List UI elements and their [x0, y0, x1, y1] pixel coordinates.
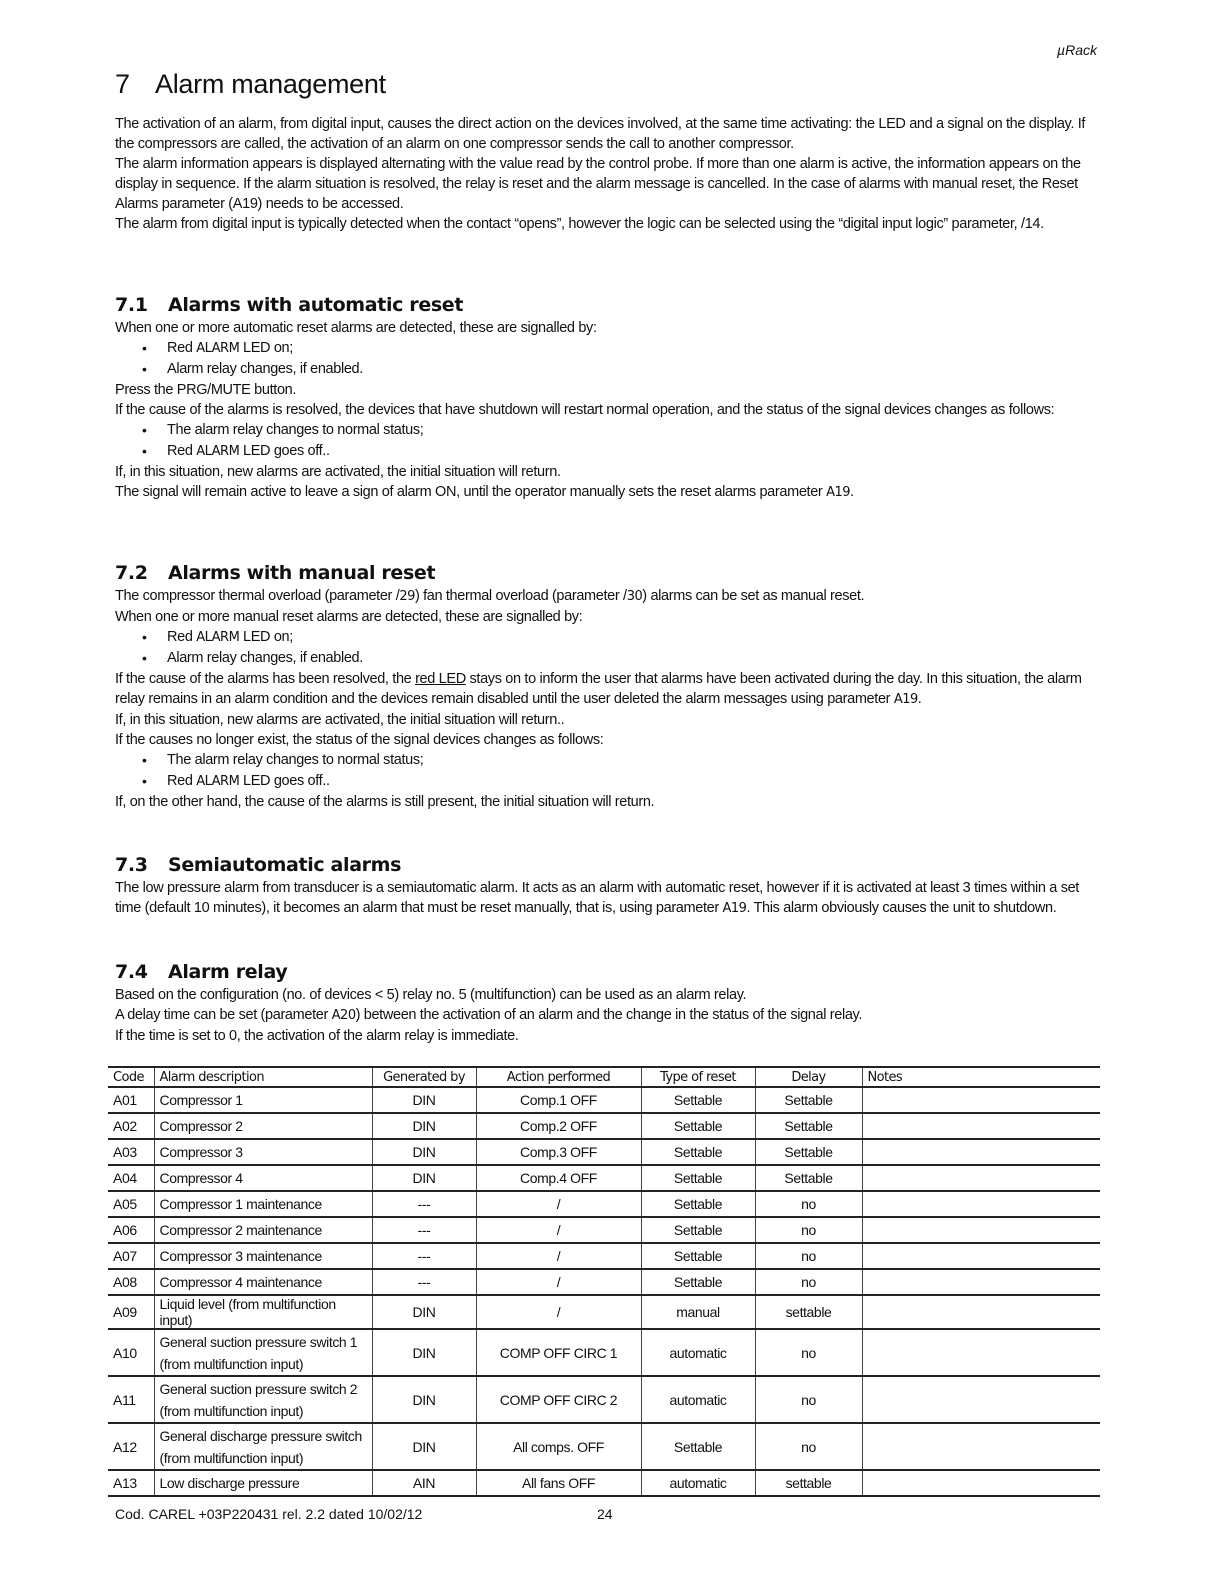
cell-notes: [862, 1329, 1100, 1376]
table-row: [108, 1295, 1100, 1329]
cell-notes: [862, 1243, 1100, 1269]
footer: [115, 1506, 613, 1522]
cell-reset: automatic: [641, 1376, 755, 1423]
cell-description: Compressor 2 maintenance: [154, 1217, 372, 1243]
content: [115, 66, 1100, 1046]
cell-action: /: [476, 1191, 641, 1217]
s71-signal: The signal will remain active to leave a sign of alarm ON, until the operator manually sets the reset alarms parameter A19.: [115, 484, 854, 500]
cell-notes: [862, 1376, 1100, 1423]
cell-reset: Settable: [641, 1165, 755, 1191]
cell-reset: Settable: [641, 1087, 755, 1113]
cell-code: A05: [108, 1191, 154, 1217]
col-header-generated-by: Generated by: [372, 1067, 476, 1087]
header-brand: µRack: [1057, 42, 1097, 58]
cell-code: A01: [108, 1087, 154, 1113]
cell-generated-by: DIN: [372, 1423, 476, 1470]
cell-action: /: [476, 1243, 641, 1269]
table-row: [108, 1113, 1100, 1139]
cell-delay: settable: [755, 1295, 862, 1329]
s71-intro: When one or more automatic reset alarms are detected, these are signalled by:: [115, 320, 597, 336]
s71-bullets-1: [115, 338, 1100, 380]
table-row: [108, 1376, 1100, 1423]
s72-resolved: If the cause of the alarms has been resolved, the red LED stays on to inform the user that alarms have been activated during the day. In this situation, the alarm relay remains in an alarm condition and the devices remain disabled until the user deleted the alarm messages using parameter A19.: [115, 671, 1082, 707]
cell-description: Compressor 3: [154, 1139, 372, 1165]
s72-line1: The compressor thermal overload (parameter /29) fan thermal overload (parameter /30) alarms can be set as manual reset.: [115, 588, 865, 604]
table-row: [108, 1329, 1100, 1376]
cell-action: Comp.2 OFF: [476, 1113, 641, 1139]
cell-generated-by: ---: [372, 1243, 476, 1269]
cell-notes: [862, 1165, 1100, 1191]
table-header-row: [108, 1067, 1100, 1087]
chapter-title-text: Alarm management: [155, 69, 386, 99]
cell-action: /: [476, 1217, 641, 1243]
col-header-delay: Delay: [755, 1067, 862, 1087]
footer-code: Cod. CAREL +03P220431 rel. 2.2 dated 10/02/12: [115, 1506, 423, 1522]
cell-delay: no: [755, 1423, 862, 1470]
cell-notes: [862, 1470, 1100, 1496]
cell-delay: no: [755, 1269, 862, 1295]
s72-line2: When one or more manual reset alarms are detected, these are signalled by:: [115, 609, 583, 625]
cell-generated-by: ---: [372, 1191, 476, 1217]
page-number: 24: [597, 1506, 613, 1522]
cell-code: A04: [108, 1165, 154, 1191]
chapter-paragraph-1: The activation of an alarm, from digital input, causes the direct action on the devices involved, at the same time activating: the LED and a signal on the display. If the compressors are called, the activation of an alarm on one compressor sends the call to another compressor.: [115, 116, 1086, 152]
cell-delay: no: [755, 1191, 862, 1217]
section-7-1-heading: 7.1 Alarms with automatic reset: [115, 294, 464, 316]
table-row: [108, 1139, 1100, 1165]
cell-action: /: [476, 1295, 641, 1329]
cell-generated-by: DIN: [372, 1087, 476, 1113]
cell-generated-by: ---: [372, 1269, 476, 1295]
cell-description: Liquid level (from multifunction input): [154, 1295, 372, 1329]
table-row: [108, 1165, 1100, 1191]
table-row: [108, 1470, 1100, 1496]
cell-generated-by: DIN: [372, 1165, 476, 1191]
s71-bullets-2: [115, 420, 1100, 462]
cell-delay: no: [755, 1217, 862, 1243]
list-item: • Alarm relay changes, if enabled.: [115, 359, 1100, 380]
cell-code: A10: [108, 1329, 154, 1376]
cell-notes: [862, 1217, 1100, 1243]
cell-description: General suction pressure switch 1 (from multifunction input): [154, 1329, 372, 1376]
table-row: [108, 1243, 1100, 1269]
list-item: • Alarm relay changes, if enabled.: [115, 648, 1100, 669]
s74-line1: Based on the configuration (no. of devices < 5) relay no. 5 (multifunction) can be used as an alarm relay.: [115, 987, 747, 1003]
cell-action: All fans OFF: [476, 1470, 641, 1496]
cell-description: General suction pressure switch 2 (from multifunction input): [154, 1376, 372, 1423]
cell-reset: Settable: [641, 1113, 755, 1139]
chapter-paragraph-2: The alarm information appears is displayed alternating with the value read by the control probe. If more than one alarm is active, the information appears on the display in sequence. If the alarm situation is resolved, the relay is reset and the alarm message is cancelled. In the case of alarms with manual reset, the Reset Alarms parameter (A19) needs to be accessed.: [115, 156, 1081, 212]
cell-description: General discharge pressure switch (from multifunction input): [154, 1423, 372, 1470]
cell-delay: Settable: [755, 1139, 862, 1165]
cell-reset: Settable: [641, 1423, 755, 1470]
cell-delay: settable: [755, 1470, 862, 1496]
s72-nolonger: If the causes no longer exist, the status of the signal devices changes as follows:: [115, 732, 604, 748]
list-item: • The alarm relay changes to normal status;: [115, 750, 1100, 771]
cell-description: Compressor 4: [154, 1165, 372, 1191]
cell-code: A06: [108, 1217, 154, 1243]
cell-notes: [862, 1423, 1100, 1470]
cell-code: A11: [108, 1376, 154, 1423]
cell-code: A13: [108, 1470, 154, 1496]
s71-resolved: If the cause of the alarms is resolved, the devices that have shutdown will restart normal operation, and the status of the signal devices changes as follows:: [115, 402, 1055, 418]
cell-delay: no: [755, 1243, 862, 1269]
cell-delay: Settable: [755, 1087, 862, 1113]
cell-generated-by: DIN: [372, 1113, 476, 1139]
section-7-4-heading: 7.4 Alarm relay: [115, 961, 288, 983]
cell-action: COMP OFF CIRC 1: [476, 1329, 641, 1376]
cell-reset: manual: [641, 1295, 755, 1329]
s73-text: The low pressure alarm from transducer is a semiautomatic alarm. It acts as an alarm with automatic reset, however if it is activated at least 3 times within a set time (default 10 minutes), it becomes an alarm that must be reset manually, that is, using parameter A19. This alarm obviously causes the unit to shutdown.: [115, 880, 1079, 916]
s71-return: If, in this situation, new alarms are activated, the initial situation will return.: [115, 464, 561, 480]
cell-delay: Settable: [755, 1113, 862, 1139]
table-row: [108, 1191, 1100, 1217]
cell-generated-by: ---: [372, 1217, 476, 1243]
list-item: • Red ALARM LED on;: [115, 627, 1100, 648]
cell-action: All comps. OFF: [476, 1423, 641, 1470]
list-item: • Red ALARM LED goes off..: [115, 441, 1100, 462]
cell-generated-by: AIN: [372, 1470, 476, 1496]
cell-code: A08: [108, 1269, 154, 1295]
list-item: • Red ALARM LED goes off..: [115, 771, 1100, 792]
s72-bullets-1: [115, 627, 1100, 669]
cell-action: Comp.3 OFF: [476, 1139, 641, 1165]
s74-line3: If the time is set to 0, the activation of the alarm relay is immediate.: [115, 1028, 519, 1044]
chapter-paragraph-3: The alarm from digital input is typically detected when the contact “opens”, however the logic can be selected using the “digital input logic” parameter, /14.: [115, 216, 1044, 232]
s72-return: If, in this situation, new alarms are activated, the initial situation will return..: [115, 712, 565, 728]
cell-generated-by: DIN: [372, 1329, 476, 1376]
list-item: • The alarm relay changes to normal status;: [115, 420, 1100, 441]
cell-notes: [862, 1113, 1100, 1139]
cell-code: A09: [108, 1295, 154, 1329]
cell-code: A07: [108, 1243, 154, 1269]
s72-bullets-2: [115, 750, 1100, 792]
cell-code: A02: [108, 1113, 154, 1139]
cell-description: Compressor 3 maintenance: [154, 1243, 372, 1269]
col-header-description: Alarm description: [154, 1067, 372, 1087]
alarm-table: [108, 1066, 1100, 1497]
chapter-number: 7: [115, 69, 130, 99]
cell-reset: Settable: [641, 1269, 755, 1295]
cell-notes: [862, 1087, 1100, 1113]
cell-notes: [862, 1269, 1100, 1295]
s72-still: If, on the other hand, the cause of the alarms is still present, the initial situation will return.: [115, 794, 655, 810]
col-header-action: Action performed: [476, 1067, 641, 1087]
table-row: [108, 1423, 1100, 1470]
col-header-code: Code: [108, 1067, 154, 1087]
cell-action: COMP OFF CIRC 2: [476, 1376, 641, 1423]
table-row: [108, 1269, 1100, 1295]
cell-reset: Settable: [641, 1191, 755, 1217]
cell-action: Comp.4 OFF: [476, 1165, 641, 1191]
cell-action: /: [476, 1269, 641, 1295]
cell-notes: [862, 1295, 1100, 1329]
alarm-table-body: [108, 1087, 1100, 1496]
cell-description: Compressor 1: [154, 1087, 372, 1113]
cell-description: Compressor 4 maintenance: [154, 1269, 372, 1295]
cell-delay: Settable: [755, 1165, 862, 1191]
cell-code: A03: [108, 1139, 154, 1165]
cell-reset: Settable: [641, 1217, 755, 1243]
section-7-2-heading: 7.2 Alarms with manual reset: [115, 562, 436, 584]
col-header-notes: Notes: [862, 1067, 1100, 1087]
table-row: [108, 1087, 1100, 1113]
s74-line2: A delay time can be set (parameter A20) between the activation of an alarm and the change in the status of the signal relay.: [115, 1007, 863, 1023]
cell-notes: [862, 1139, 1100, 1165]
cell-generated-by: DIN: [372, 1376, 476, 1423]
chapter-title: [115, 66, 1100, 102]
cell-description: Compressor 1 maintenance: [154, 1191, 372, 1217]
cell-description: Compressor 2: [154, 1113, 372, 1139]
cell-description: Low discharge pressure: [154, 1470, 372, 1496]
cell-generated-by: DIN: [372, 1139, 476, 1165]
cell-delay: no: [755, 1376, 862, 1423]
section-7-3-heading: 7.3 Semiautomatic alarms: [115, 854, 402, 876]
cell-action: Comp.1 OFF: [476, 1087, 641, 1113]
cell-reset: Settable: [641, 1139, 755, 1165]
list-item: • Red ALARM LED on;: [115, 338, 1100, 359]
cell-reset: automatic: [641, 1470, 755, 1496]
cell-generated-by: DIN: [372, 1295, 476, 1329]
s71-press: Press the PRG/MUTE button.: [115, 382, 297, 398]
cell-notes: [862, 1191, 1100, 1217]
col-header-reset: Type of reset: [641, 1067, 755, 1087]
cell-reset: automatic: [641, 1329, 755, 1376]
table-row: [108, 1217, 1100, 1243]
cell-delay: no: [755, 1329, 862, 1376]
cell-code: A12: [108, 1423, 154, 1470]
cell-reset: Settable: [641, 1243, 755, 1269]
